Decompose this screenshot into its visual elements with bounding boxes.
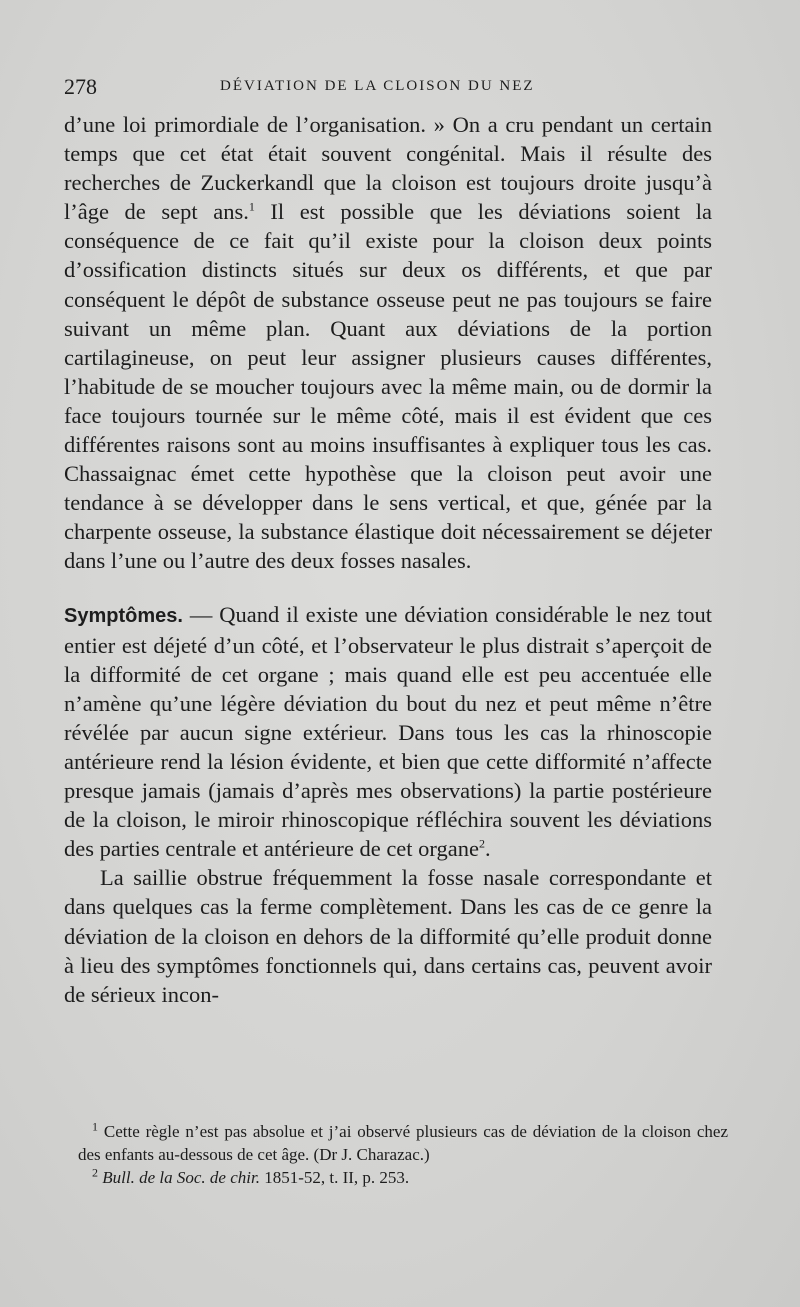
footnote-1	[78, 1120, 728, 1166]
footnote-2	[78, 1166, 728, 1189]
paragraph-symptomes-text: — Quand il existe une déviation considérable le nez tout entier est déjeté d’un côté, et l’observateur le plus distrait s’aperçoit de la difformité de cet organe ; mais quand elle est peu accentuée elle n’amène qu’une légère déviation du bout du nez et peut même n’être révélée par aucun signe extérieur. Dans tous les cas la rhinoscopie antérieure rend la lésion évidente, et bien que cette difformité n’affecte presque jamais (jamais d’après mes observations) la partie postérieure de la cloison, le miroir rhinoscopique réfléchira souvent les déviations des parties centrale et antérieure de cet organe	[64, 601, 712, 862]
paragraph-1	[64, 110, 712, 576]
footnotes	[78, 1120, 728, 1189]
paragraph-symptomes	[64, 600, 712, 864]
footnote-ref-1: 1	[248, 199, 255, 214]
footnote-2-reference: Bull. de la Soc. de chir.	[98, 1168, 260, 1187]
footnote-2-mark: 2	[92, 1165, 98, 1180]
page-number: 278	[64, 74, 97, 99]
footnote-ref-2: 2	[478, 836, 485, 851]
footnote-1-text: Cette règle n’est pas absolue et j’ai observé plusieurs cas de déviation de la cloison chez des enfants au-dessous de cet âge. (Dr J. Charazac.)	[78, 1122, 728, 1164]
section-label-symptomes: Symptômes.	[64, 604, 183, 627]
page-header	[64, 74, 714, 100]
body-text	[64, 110, 712, 1009]
footnote-2-text: 1851-52, t. II, p. 253.	[259, 1168, 410, 1187]
paragraph-1-continued: Il est possible que les déviations soient la conséquence de ce fait qu’il existe pour la cloison deux points d’ossification distincts situés sur deux os différents, et que par conséquent le dépôt de substance osseuse peut ne pas toujours se faire suivant un même plan. Quant aux déviations de la portion cartilagineuse, on peut leur assigner plusieurs causes différentes, l’habitude de se moucher toujours avec la même main, ou de dormir la face toujours tournée sur le même côté, mais il est évident que ces différentes raisons sont au moins insuffisantes à expliquer tous les cas. Chassaignac émet cette hypothèse que la cloison peut avoir une tendance à se développer dans le sens vertical, et que, génée par la charpente osseuse, la substance élastique doit nécessairement se déjeter dans l’une ou l’autre des deux fosses nasales.	[64, 199, 712, 574]
paragraph-symptomes-end: .	[484, 836, 491, 862]
paragraph-3: La saillie obstrue fréquemment la fosse nasale correspondante et dans quelques cas la ferme complètement. Dans les cas de ce genre la déviation de la cloison en dehors de la difformité qu’elle produit donne à lieu des symptômes fonctionnels qui, dans certains cas, peuvent avoir de sérieux incon-	[64, 865, 712, 1007]
footnote-1-mark: 1	[92, 1119, 98, 1134]
paragraph-1-text: d’une loi primordiale de l’organisation. » On a cru pendant un certain temps que cet état était souvent congénital. Mais il résulte des recherches de Zuckerkandl que la cloison est toujours droite jusqu’à l’âge de sept ans.	[64, 112, 712, 225]
running-title: DÉVIATION DE LA CLOISON DU NEZ	[220, 78, 535, 94]
